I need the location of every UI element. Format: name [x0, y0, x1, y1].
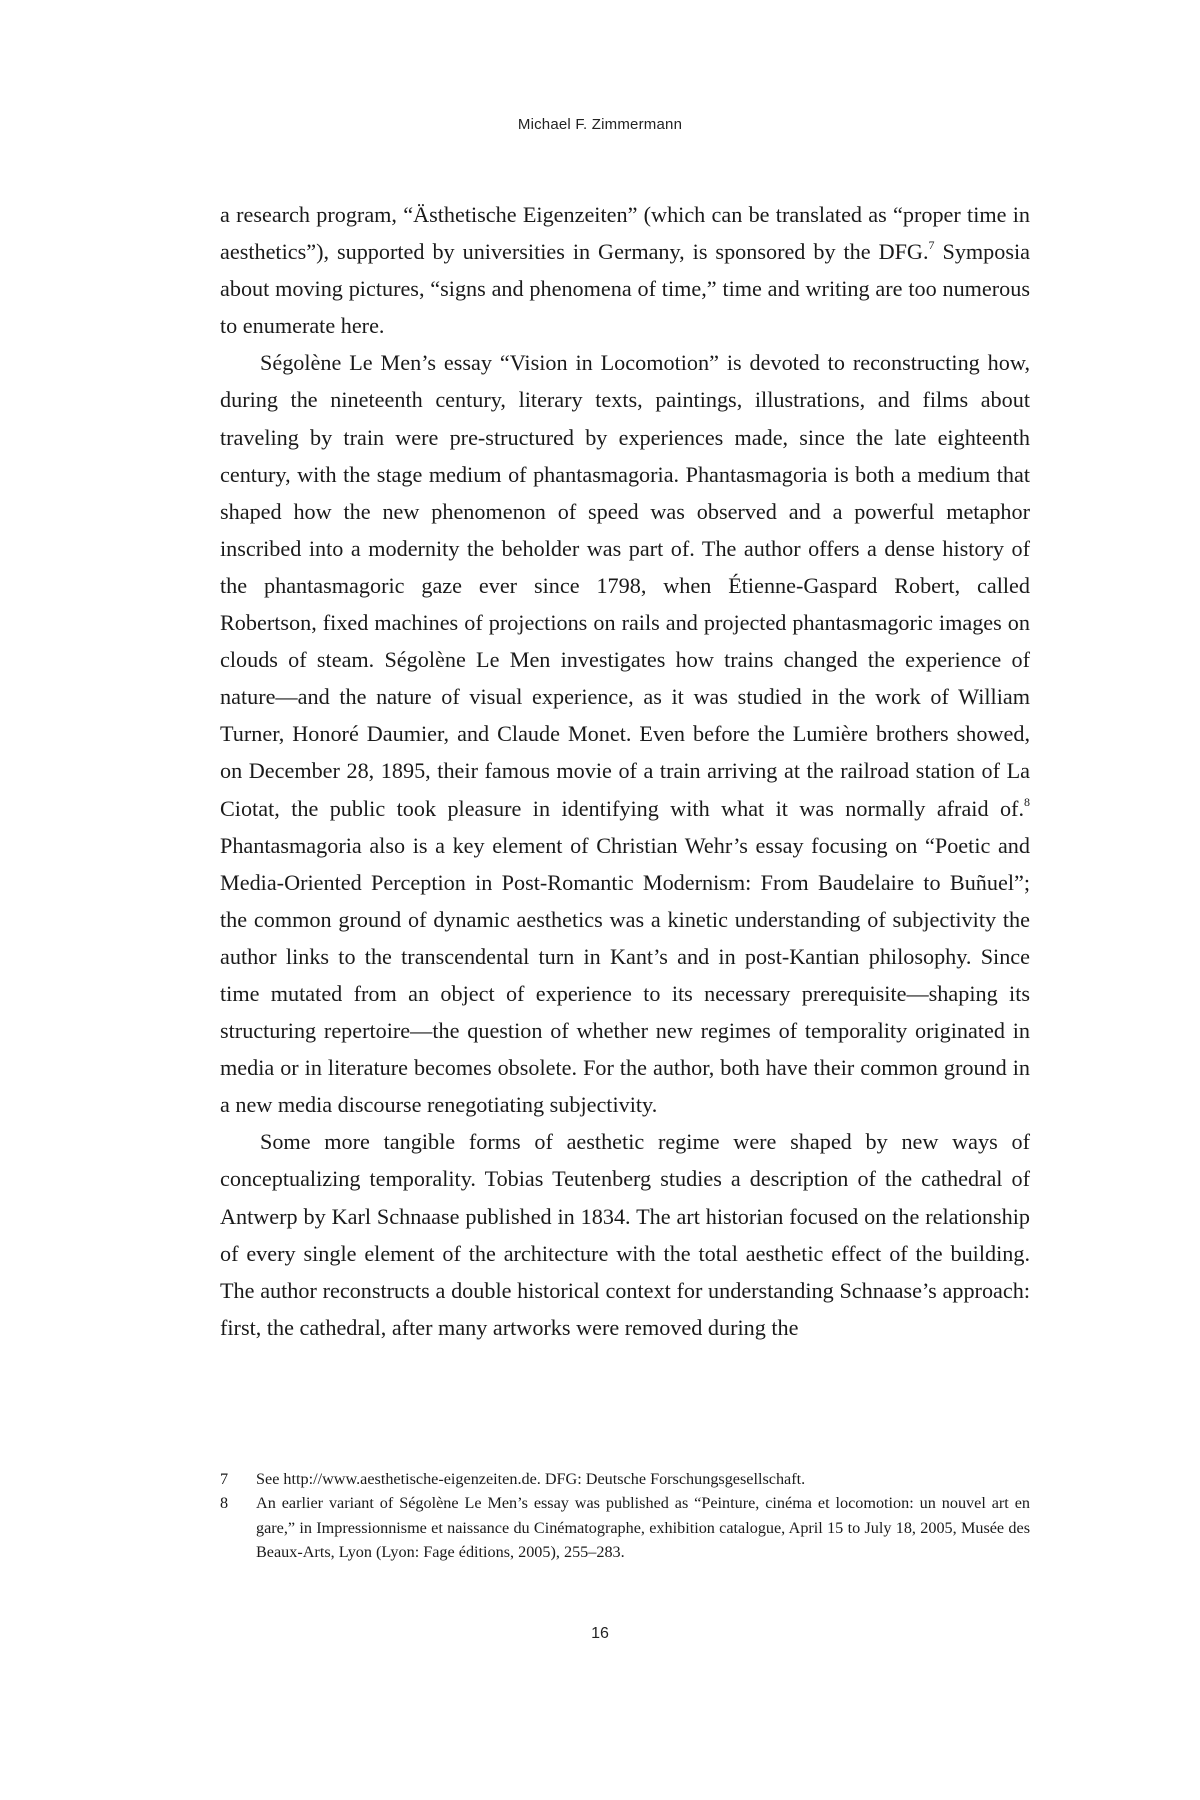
- paragraph-1: [220, 196, 1030, 344]
- footnote-number: 7: [220, 1470, 229, 1488]
- paragraph-2: [220, 344, 1030, 1123]
- footnote-ref-8[interactable]: 8: [1024, 794, 1030, 809]
- page-number: 16: [591, 1625, 609, 1642]
- footnote-number: 8: [220, 1494, 229, 1513]
- footnote-text: See http://www.aesthetische-eigenzeiten.de. DFG: Deutsche Forschungsgesellschaft.: [256, 1470, 806, 1488]
- footnote-ref-7[interactable]: 7: [928, 238, 935, 253]
- body-text: [220, 196, 1030, 1346]
- paragraph-1-text-a: a research program, “Ästhetische Eigenzeiten” (which can be translated as “proper time in aesthetics”), supported by universities in Germany, is sponsored by the DFG.: [220, 202, 1030, 265]
- footnote-7: [220, 1467, 1030, 1491]
- running-head: Michael F. Zimmermann: [517, 116, 683, 133]
- paragraph-2-text-a: Ségolène Le Men’s essay “Vision in Locomotion” is devoted to reconstructing how, during the nineteenth century, literary texts, paintings, illustrations, and films about traveling by train were pre-structured by experiences made, since the late eighteenth century, with the stage medium of phantasmagoria. Phantasmagoria is both a medium that shaped how the new phenomenon of speed was observed and a powerful metaphor inscribed into a modernity the beholder was part of. The author offers a dense history of the phantasmagoric gaze ever since 1798, when Étienne-Gaspard Robert, called Robertson, fixed machines of projections on rails and projected phantasmagoric images on clouds of steam. Ségolène Le Men investigates how trains changed the experience of nature—and the nature of visual experience, as it was studied in the work of William Turner, Honoré Daumier, and Claude Monet. Even before the Lumière brothers showed, on December 28, 1895, their famous movie of a train arriving at the railroad station of La Ciotat, the public took pleasure in identifying with what it was normally afraid of.: [220, 350, 1030, 821]
- paragraph-1-text-b: Symposia about moving pictures, “signs and phenomena of time,” time and writing are too numerous to enumerate here.: [220, 239, 1030, 339]
- paragraph-2-text-b: Phantasmagoria also is a key element of Christian Wehr’s essay focusing on “Poetic and Media-Oriented Perception in Post-Romantic Modernism: From Baudelaire to Buñuel”; the common ground of dynamic aesthetics was a kinetic understanding of subjectivity the author links to the transcendental turn in Kant’s and in post-Kantian philosophy. Since time mutated from an object of experience to its necessary prerequisite—shaping its structuring repertoire—the question of whether new regimes of temporality originated in media or in literature becomes obsolete. For the author, both have their common ground in a new media discourse renegotiating subjectivity.: [220, 832, 1030, 1118]
- paragraph-3: Some more tangible forms of aesthetic regime were shaped by new ways of conceptualizing temporality. Tobias Teutenberg studies a description of the cathedral of Antwerp by Karl Schnaase published in 1834. The art historian focused on the relationship of every single element of the architecture with the total aesthetic effect of the building. The author reconstructs a double historical context for understanding Schnaase’s approach: first, the cathedral, after many artworks were removed during the: [220, 1129, 1030, 1340]
- footnote-8: [220, 1491, 1030, 1564]
- footnote-text: An earlier variant of Ségolène Le Men’s essay was published as “Peinture, cinéma et locomotion: un nouvel art en gare,” in Impressionnisme et naissance du Cinématographe, exhibition catalogue, April 15 to July 18, 2005, Musée des Beaux-Arts, Lyon (Lyon: Fage éditions, 2005), 255–283.: [256, 1494, 1030, 1562]
- footnotes: [220, 1467, 1030, 1565]
